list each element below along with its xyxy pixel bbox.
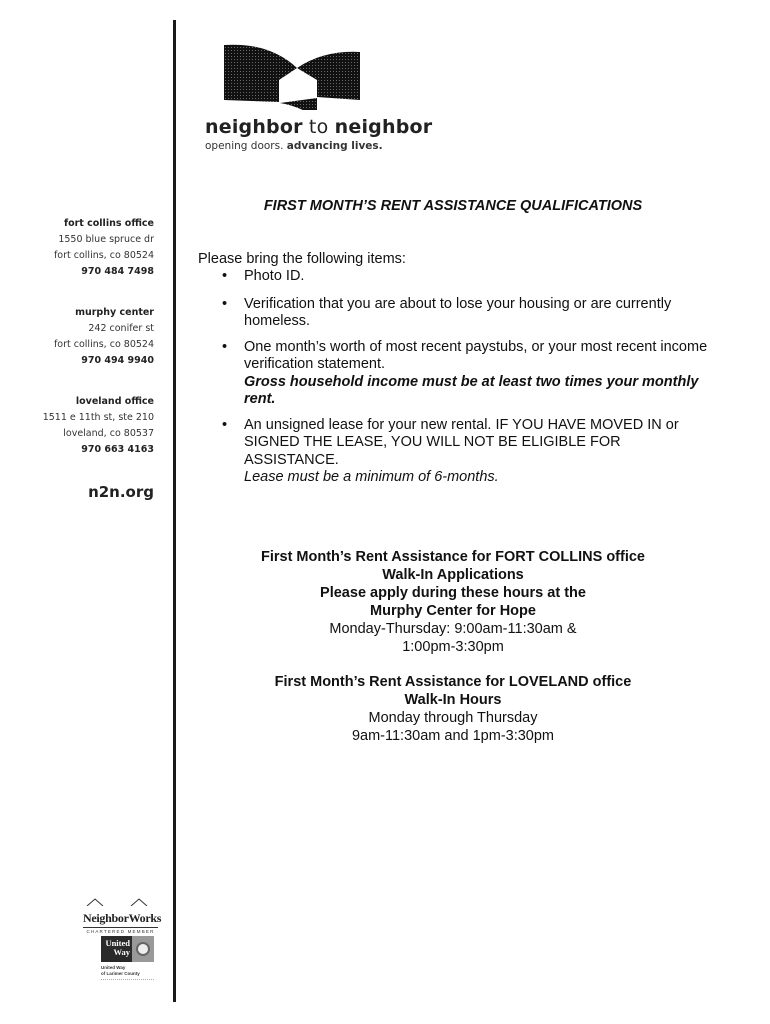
house-book-logo-icon	[224, 40, 364, 110]
office-city: loveland, co 80537	[63, 428, 154, 439]
intro-text: Please bring the following items:	[198, 250, 406, 267]
office-phone: 970 484 7498	[81, 266, 154, 277]
office-address: 242 conifer st	[88, 323, 154, 334]
united-way-logo: United Way United Way of Larimer County	[101, 936, 154, 980]
office-fort-collins	[14, 216, 154, 280]
section-heading: First Month’s Rent Assistance for FORT COLLINS office	[260, 549, 645, 565]
hours-text: Monday-Thursday: 9:00am-11:30am &	[329, 621, 577, 637]
section-heading: First Month’s Rent Assistance for LOVELAND office	[274, 674, 632, 690]
vertical-divider	[173, 20, 176, 1002]
brand-tagline: opening doors. advancing lives.	[205, 140, 383, 152]
office-murphy-center	[14, 305, 154, 369]
office-city: fort collins, co 80524	[53, 250, 154, 261]
office-phone: 970 494 9940	[81, 355, 154, 366]
office-address: 1511 e 11th st, ste 210	[42, 412, 154, 423]
list-item: • One month’s worth of most recent paystubs, or your most recent income verification statement. Gross household income must be at least two times your monthly rent.	[222, 338, 708, 407]
office-sidebar	[14, 216, 154, 501]
section-subheading: Walk-In Hours	[404, 692, 502, 708]
office-city: fort collins, co 80524	[53, 339, 154, 350]
organization-logo	[205, 40, 433, 152]
brand-name: neighbor to neighbor	[205, 116, 433, 138]
website-link[interactable]: n2n.org	[88, 483, 154, 501]
loveland-hours	[198, 673, 708, 745]
office-phone: 970 663 4163	[81, 444, 154, 455]
neighborworks-logo: NeighborWorks CHARTERED MEMBER	[83, 893, 158, 934]
location-name: Murphy Center for Hope	[370, 603, 536, 619]
bullet-icon: •	[222, 338, 228, 355]
office-loveland	[14, 394, 154, 458]
bullet-icon: •	[222, 416, 228, 433]
hours-text: 1:00pm-3:30pm	[402, 639, 504, 655]
fort-collins-hours: First Month’s Rent Assistance for FORT COLLINS office Walk-In Applications Please apply during these hours at the Murphy Center for Hope Monday-Thursday: 9:00am-11:30am & 1:00pm-3:30pm	[198, 548, 708, 656]
page-title: FIRST MONTH’S RENT ASSISTANCE QUALIFICATIONS	[263, 198, 643, 214]
office-name: fort collins office	[63, 218, 154, 229]
list-item: • An unsigned lease for your new rental. IF YOU HAVE MOVED IN or SIGNED THE LEASE, YOU WILL NOT BE ELIGIBLE FOR ASSISTANCE. Lease must be a minimum of 6-months.	[198, 417, 708, 487]
qualifications-section	[198, 198, 708, 495]
bullet-icon: •	[222, 295, 228, 312]
list-item: • Photo ID.	[222, 268, 305, 284]
lease-note: Lease must be a minimum of 6-months.	[244, 469, 499, 485]
list-item: • Verification that you are about to lose your housing or are currently homeless.	[222, 295, 672, 329]
office-address: 1550 blue spruce dr	[58, 234, 154, 245]
days-text: Monday through Thursday	[368, 710, 538, 726]
united-way-emblem-icon	[132, 936, 154, 962]
neighborworks-roof-icon	[83, 898, 158, 906]
requirements-list	[198, 268, 708, 487]
office-name: loveland office	[75, 396, 154, 407]
bullet-icon: •	[222, 268, 228, 284]
hours-text: 9am-11:30am and 1pm-3:30pm	[351, 728, 555, 744]
income-requirement: Gross household income must be at least two times your monthly rent.	[244, 373, 699, 407]
section-subheading: Walk-In Applications	[382, 567, 524, 583]
office-name: murphy center	[75, 307, 154, 318]
